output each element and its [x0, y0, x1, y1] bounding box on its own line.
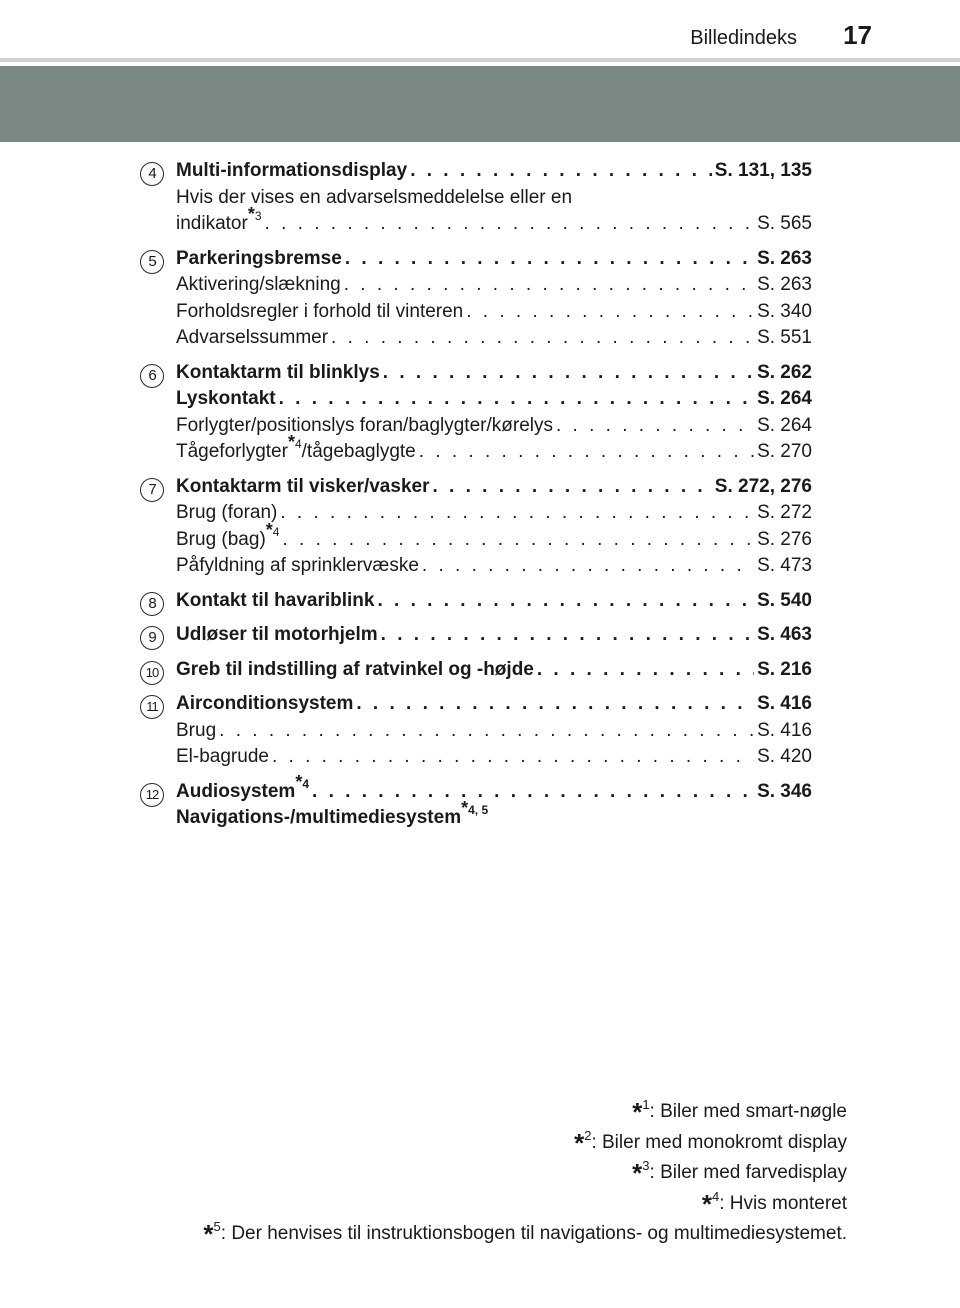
- entry-label-text: Forholdsregler i forhold til vinteren: [176, 300, 464, 322]
- asterisk-icon: *: [632, 1097, 643, 1127]
- page-reference: S. 473: [757, 555, 812, 576]
- page-reference: S. 565: [757, 213, 812, 234]
- index-entry: [140, 691, 812, 771]
- entry-label: [176, 204, 262, 238]
- index-line: [176, 622, 812, 649]
- footnote-text: : Biler med smart-nøgle: [649, 1101, 847, 1122]
- entry-label: [176, 657, 534, 684]
- footnote-number: 4: [294, 437, 302, 451]
- footnote-text: : Hvis monteret: [719, 1192, 847, 1214]
- entry-label: [176, 325, 328, 352]
- page-reference: S. 420: [757, 746, 812, 767]
- page-reference: S. 346: [757, 780, 812, 802]
- footnote-text: : Biler med monokromt display: [591, 1131, 847, 1153]
- entry-label: [176, 691, 353, 718]
- index-line: [176, 158, 812, 185]
- footnote-marker: [461, 798, 489, 818]
- footnote-marker: [265, 519, 280, 540]
- dot-leader: [345, 246, 754, 273]
- entry-label-text: Audiosystem: [176, 780, 296, 802]
- entry-label-text: Lyskontakt: [176, 388, 276, 409]
- asterisk-icon: *: [247, 204, 255, 224]
- dot-leader: [282, 527, 754, 554]
- dot-leader: [265, 211, 755, 238]
- asterisk-icon: *: [203, 1219, 214, 1249]
- dot-leader: [272, 744, 754, 771]
- asterisk-icon: *: [574, 1127, 585, 1158]
- entry-label-text: Brug (foran): [176, 502, 278, 523]
- dot-leader: [356, 691, 754, 718]
- entry-text: Hvis der vises en advarselsmeddelelse eller en: [176, 186, 573, 208]
- index-entry: [140, 771, 812, 832]
- page-reference: S. 551: [757, 327, 812, 348]
- header-band: [0, 66, 960, 142]
- index-entry: [140, 622, 812, 649]
- index-line: [176, 744, 812, 771]
- dot-leader: [466, 299, 754, 326]
- index-line: [176, 691, 812, 718]
- circled-number-9: 9: [140, 626, 164, 650]
- asterisk-icon: *: [265, 519, 273, 540]
- entry-label: [176, 386, 276, 413]
- circled-number-6: 6: [140, 364, 164, 388]
- index-entry: [140, 474, 812, 580]
- circled-number-10: 10: [140, 661, 164, 685]
- entry-label-text: Multi-informationsdisplay: [176, 160, 408, 181]
- section-title: Billedindeks: [690, 27, 797, 49]
- footnotes: [203, 1090, 847, 1249]
- circled-number-8: 8: [140, 592, 164, 616]
- asterisk-icon: *: [632, 1158, 643, 1188]
- dot-leader: [537, 657, 754, 684]
- dot-leader: [410, 158, 712, 185]
- page-header: [0, 0, 960, 62]
- page-reference: S. 264: [757, 414, 812, 436]
- page-reference: S. 270: [757, 441, 812, 462]
- entry-label-text: El-bagrude: [176, 746, 269, 767]
- footnote-number: 4: [272, 524, 280, 539]
- asterisk-icon: *: [701, 1188, 712, 1219]
- dot-leader: [279, 386, 754, 413]
- entry-label-text: indikator: [176, 213, 248, 234]
- dot-leader: [432, 474, 711, 501]
- asterisk-icon: *: [287, 432, 295, 452]
- entry-label-text: Forlygter/positionslys foran/baglygter/kørelys: [176, 414, 553, 436]
- page-reference: S. 463: [757, 624, 812, 645]
- index-entry: [140, 588, 812, 615]
- entry-label-text: Airconditionsystem: [176, 693, 354, 714]
- page-reference: S. 540: [757, 589, 812, 611]
- page-number: 17: [843, 20, 872, 50]
- page-reference: S. 272: [757, 502, 812, 523]
- footnote-number: 4: [712, 1188, 720, 1204]
- dot-leader: [381, 622, 754, 649]
- asterisk-icon: *: [295, 771, 303, 792]
- entry-label: [176, 718, 216, 745]
- index-entry: [140, 246, 812, 352]
- page-reference: S. 276: [757, 528, 812, 550]
- index-line: [176, 413, 812, 440]
- entry-label-text: Brug (bag): [176, 528, 266, 550]
- entry-label-text: Tågeforlygter: [176, 441, 288, 462]
- index-line: [176, 246, 812, 273]
- entry-label: [176, 500, 277, 527]
- dot-leader: [556, 413, 754, 440]
- page-reference: S. 263: [757, 247, 812, 269]
- index-line: [176, 272, 812, 299]
- entry-label: [176, 360, 380, 387]
- footnote-row: [203, 1151, 847, 1188]
- entry-label-text: Brug: [176, 719, 217, 741]
- footnote-row: [203, 1212, 847, 1249]
- index-entry: [140, 158, 812, 238]
- dot-leader: [280, 500, 754, 527]
- asterisk-icon: *: [461, 798, 469, 818]
- dot-leader: [422, 553, 754, 580]
- index-line: [176, 360, 812, 387]
- entry-label-text: Kontakt til havariblink: [176, 589, 375, 611]
- entry-label: [176, 272, 341, 299]
- page-reference: S. 340: [757, 300, 812, 322]
- page-reference: S. 272, 276: [714, 475, 812, 497]
- entry-text: Navigations-/multimediesystem: [176, 807, 462, 828]
- entry-label: [176, 622, 378, 649]
- page-reference: S. 416: [757, 719, 812, 741]
- dot-leader: [344, 272, 754, 299]
- footnote-marker: [287, 432, 302, 452]
- dot-leader: [383, 360, 754, 387]
- entry-label: [176, 588, 374, 615]
- page-reference: S. 216: [757, 658, 812, 680]
- footnote-number: 1: [642, 1097, 650, 1112]
- entry-label: [176, 744, 269, 771]
- index-line: [176, 325, 812, 352]
- index-line: [176, 657, 812, 684]
- footnote-row: [203, 1121, 847, 1158]
- footnote-number: 5: [213, 1219, 221, 1234]
- index-text-line: [176, 798, 812, 832]
- entry-label-text: Kontaktarm til visker/vasker: [176, 475, 430, 497]
- entry-label-text: Påfyldning af sprinklervæske: [176, 555, 419, 576]
- entry-label-text: Aktivering/slækning: [176, 274, 341, 295]
- entry-label: [176, 413, 553, 440]
- index-line: [176, 204, 812, 238]
- index-entry: [140, 360, 812, 466]
- dot-leader: [377, 588, 754, 615]
- footnote-number: 3: [642, 1158, 650, 1173]
- footnote-number: 4, 5: [468, 803, 489, 817]
- circled-number-4: 4: [140, 162, 164, 186]
- page-reference: S. 262: [757, 361, 812, 383]
- footnote-row: [203, 1090, 847, 1127]
- page-reference: S. 131, 135: [714, 160, 812, 181]
- index-line: [176, 474, 812, 501]
- index-line: [176, 432, 812, 466]
- footnote-marker: [247, 204, 262, 224]
- footnote-marker: [295, 771, 310, 792]
- entry-label-text: Greb til indstilling af ratvinkel og -højde: [176, 658, 534, 680]
- index-line: [176, 588, 812, 615]
- dot-leader: [419, 439, 754, 466]
- entry-label: [176, 432, 416, 466]
- entry-label: [176, 474, 429, 501]
- footnote-number: 4: [302, 776, 310, 791]
- circled-number-11: 11: [140, 695, 164, 719]
- dot-leader: [219, 718, 754, 745]
- circled-number-7: 7: [140, 478, 164, 502]
- index-line: [176, 718, 812, 745]
- index-line: [176, 519, 812, 554]
- entry-label-text: Kontaktarm til blinklys: [176, 361, 380, 383]
- circled-number-12: 12: [140, 783, 164, 807]
- entry-label: [176, 771, 310, 806]
- entry-label: [176, 553, 419, 580]
- index-line: [176, 553, 812, 580]
- page-reference: S. 416: [757, 693, 812, 714]
- index-line: [176, 299, 812, 326]
- footnote-number: 2: [584, 1127, 592, 1143]
- entry-label: [176, 246, 342, 273]
- entry-label: [176, 519, 280, 554]
- entry-label-text: Advarselssummer: [176, 327, 329, 348]
- dot-leader: [331, 325, 754, 352]
- page-reference: S. 264: [757, 388, 812, 409]
- index-entry: [140, 657, 812, 684]
- index-text-line: [176, 185, 812, 212]
- header-divider: [0, 58, 960, 62]
- entry-label-text: Udløser til motorhjelm: [176, 624, 378, 645]
- entry-label-text: Parkeringsbremse: [176, 247, 342, 269]
- footnote-text: : Biler med farvedisplay: [649, 1162, 847, 1183]
- page-reference: S. 263: [757, 274, 812, 295]
- entry-label-text: /tågebaglygte: [301, 441, 416, 462]
- footnote-text: : Der henvises til instruktionsbogen til navigations- og multimediesystemet.: [220, 1223, 847, 1244]
- circled-number-5: 5: [140, 250, 164, 274]
- index-line: [176, 386, 812, 413]
- footnote-number: 3: [254, 209, 262, 223]
- index-line: [176, 771, 812, 806]
- index-entries: [140, 158, 812, 840]
- footnote-row: [203, 1182, 847, 1219]
- entry-label: [176, 158, 407, 185]
- entry-label: [176, 299, 463, 326]
- dot-leader: [312, 779, 754, 806]
